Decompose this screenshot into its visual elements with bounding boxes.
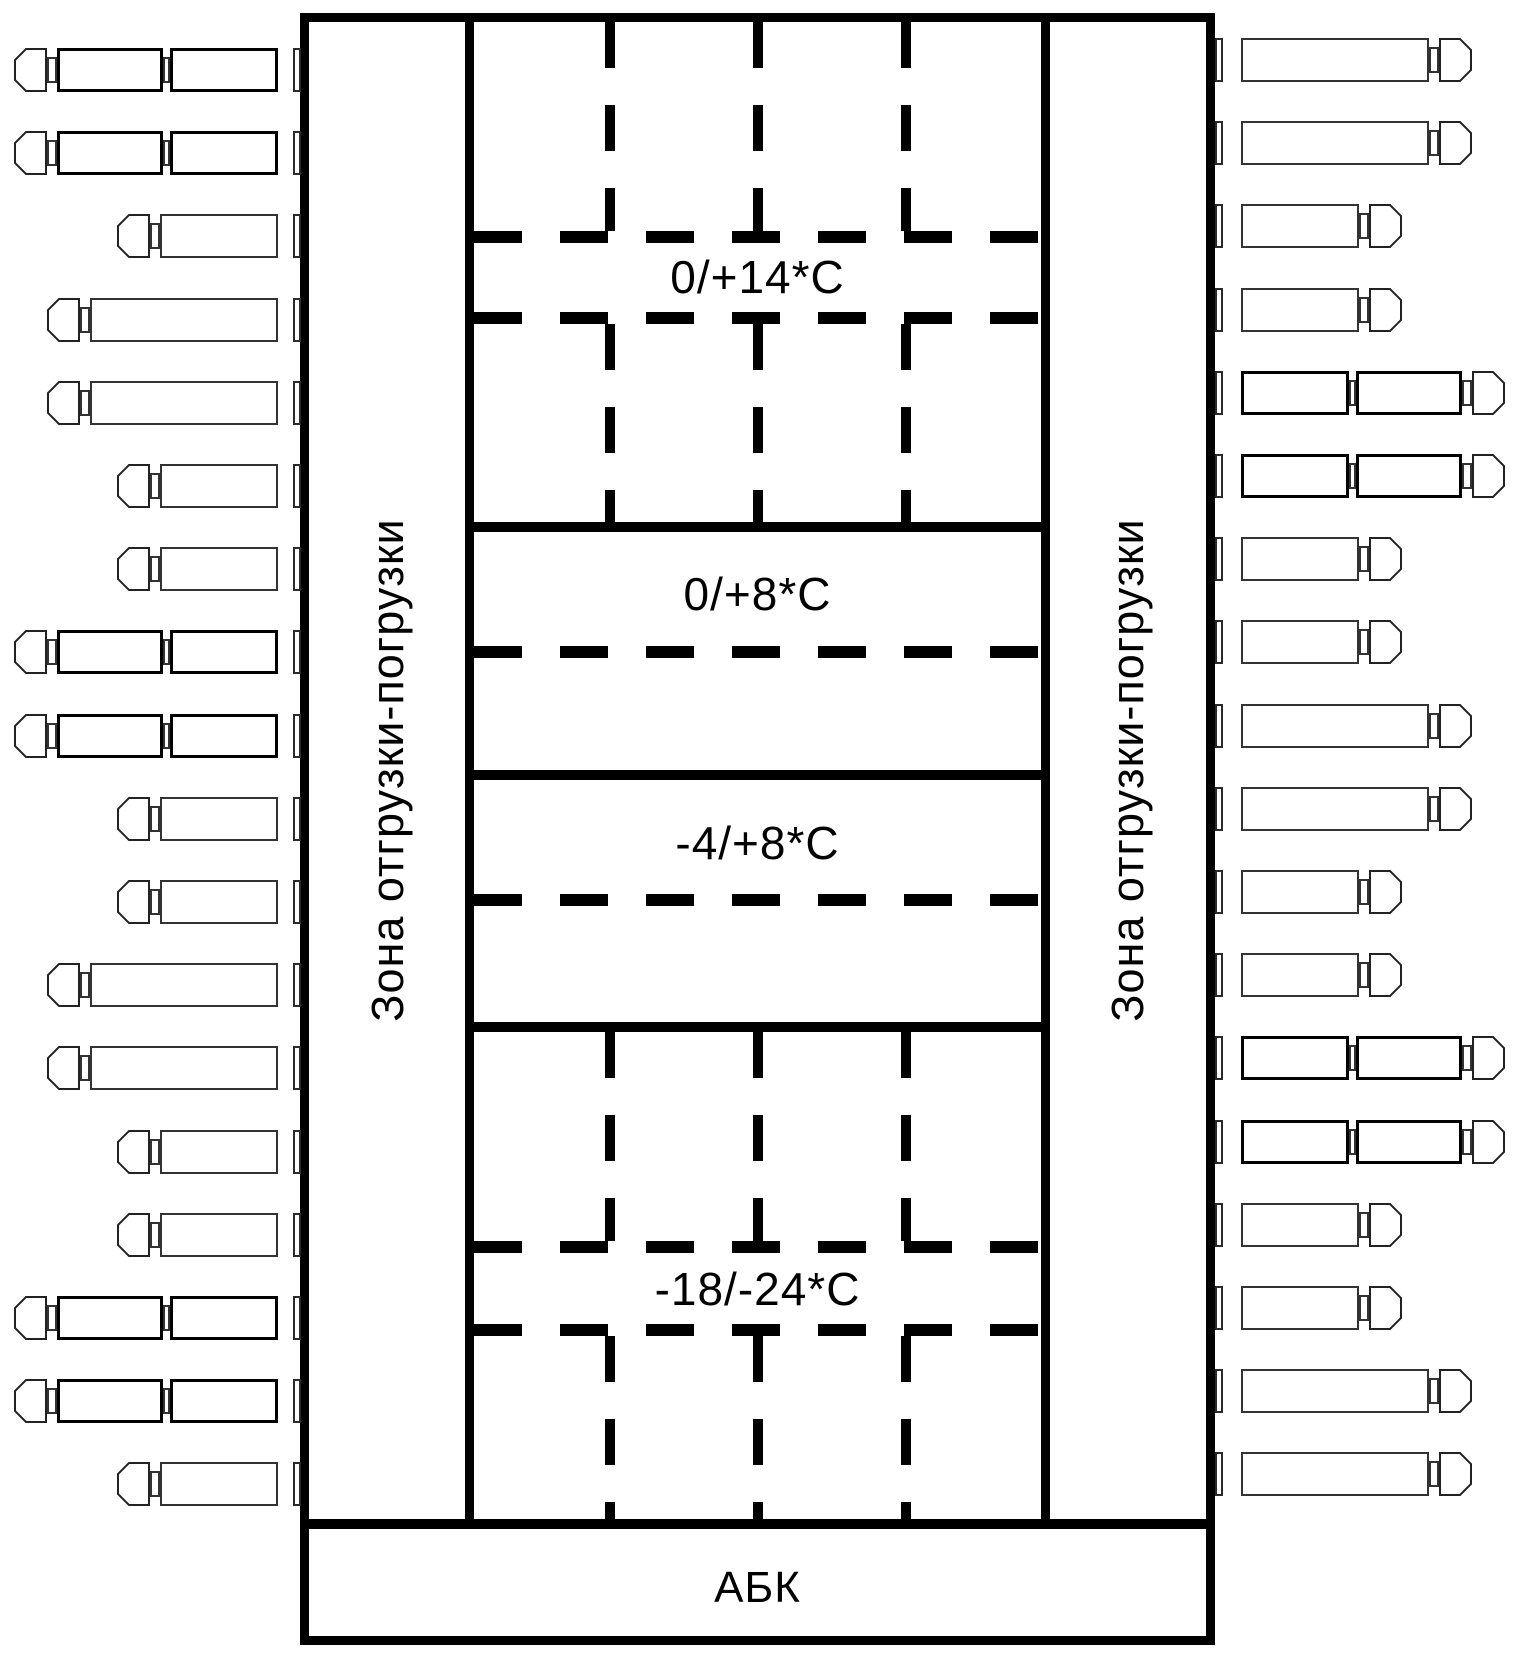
zone-4-temperature-label: -18/-24*C [654, 1263, 861, 1315]
dock-door [293, 1379, 301, 1423]
truck-coupling [150, 223, 160, 249]
truck-coupling [150, 473, 160, 499]
truck-coupling [163, 723, 170, 749]
truck-trailer [1241, 454, 1349, 498]
truck-cab-shape [1440, 788, 1471, 830]
dock-door [1215, 1452, 1223, 1496]
truck-trailer [57, 630, 163, 674]
truck-cab-shape [48, 964, 79, 1006]
truck-trailer [90, 381, 278, 425]
dock-door [1215, 1120, 1223, 1164]
zone-boundary-3-4 [465, 1022, 1050, 1032]
truck-trailer [1241, 704, 1429, 748]
truck-coupling [1429, 713, 1439, 739]
dock-door [293, 1296, 301, 1340]
truck-trailer [1241, 537, 1359, 581]
truck-coupling [1359, 546, 1369, 572]
truck-cab [14, 131, 47, 175]
truck-coupling [80, 390, 90, 416]
dock-door [1215, 1286, 1223, 1330]
partition-dashed-line [474, 312, 1041, 324]
truck-cab [117, 880, 150, 924]
dock-door [293, 880, 301, 924]
dock-door [1215, 620, 1223, 664]
truck-cab [117, 1130, 150, 1174]
truck-coupling [47, 1305, 57, 1331]
truck-trailer [160, 1213, 278, 1257]
truck-cab [1369, 537, 1402, 581]
truck-cab [1439, 1452, 1472, 1496]
dock-door [1215, 870, 1223, 914]
truck-trailer [160, 797, 278, 841]
truck-trailer [1241, 204, 1359, 248]
truck-trailer [1241, 870, 1359, 914]
truck-cab-shape [1440, 705, 1471, 747]
truck-trailer [57, 48, 163, 92]
truck-coupling [80, 1055, 90, 1081]
partition-dashed-line [753, 1336, 763, 1519]
right-loading-zone-label: Зона отгрузки-погрузки [1102, 518, 1153, 1022]
truck-cab [14, 1296, 47, 1340]
truck-coupling [80, 307, 90, 333]
truck-cab-shape [1370, 289, 1401, 331]
truck-coupling [47, 57, 57, 83]
truck-coupling [1429, 796, 1439, 822]
truck-trailer [1356, 1120, 1462, 1164]
truck-cab-shape [1440, 1370, 1471, 1412]
truck-coupling [1359, 1212, 1369, 1238]
dock-door [293, 547, 301, 591]
dock-door [293, 131, 301, 175]
partition-dashed-line [474, 894, 1041, 906]
truck-coupling [150, 889, 160, 915]
truck-cab-shape [1473, 372, 1504, 414]
truck-cab-shape [118, 1131, 149, 1173]
truck-cab-shape [118, 1214, 149, 1256]
truck-trailer [1241, 288, 1359, 332]
truck-trailer [170, 1379, 278, 1423]
truck-trailer [57, 1296, 163, 1340]
truck-trailer [160, 547, 278, 591]
truck-cab [1472, 454, 1505, 498]
zone-2-temperature-label: 0/+8*C [683, 568, 832, 620]
partition-dashed-line [901, 324, 911, 522]
truck-cab-shape [1440, 1453, 1471, 1495]
truck-cab [14, 714, 47, 758]
truck-coupling [1349, 463, 1356, 489]
truck-cab-shape [15, 49, 46, 91]
truck-cab-shape [118, 798, 149, 840]
truck-cab [1369, 870, 1402, 914]
partition-dashed-line [753, 324, 763, 522]
truck-coupling [47, 140, 57, 166]
truck-coupling [47, 1388, 57, 1414]
truck-trailer [1241, 1120, 1349, 1164]
zone-3-temperature-label: -4/+8*C [675, 817, 840, 869]
truck-trailer [57, 131, 163, 175]
truck-coupling [163, 140, 170, 166]
truck-cab-shape [1473, 1121, 1504, 1163]
truck-cab [47, 298, 80, 342]
dock-door [293, 1046, 301, 1090]
truck-cab-shape [1370, 1287, 1401, 1329]
abk-label: АБК [714, 1563, 801, 1612]
partition-dashed-line [901, 1032, 911, 1241]
truck-cab-shape [15, 132, 46, 174]
truck-coupling [150, 1222, 160, 1248]
truck-cab [1439, 38, 1472, 82]
partition-dashed-line [474, 1241, 1041, 1253]
dock-door [1215, 953, 1223, 997]
partition-dashed-line [901, 22, 911, 231]
zone-boundary-2-3 [465, 770, 1050, 780]
truck-trailer [160, 1130, 278, 1174]
dock-door [293, 1213, 301, 1257]
truck-trailer [1356, 454, 1462, 498]
truck-cab [1439, 787, 1472, 831]
dock-door [293, 298, 301, 342]
dock-door [293, 464, 301, 508]
truck-cab [1472, 1036, 1505, 1080]
dock-door [1215, 787, 1223, 831]
dock-door [1215, 121, 1223, 165]
partition-dashed-line [901, 1336, 911, 1519]
dock-door [1215, 537, 1223, 581]
partition-dashed-line [474, 231, 1041, 243]
partition-dashed-line [605, 22, 615, 231]
truck-trailer [90, 298, 278, 342]
truck-cab [1472, 1120, 1505, 1164]
partition-dashed-line [753, 1032, 763, 1241]
truck-trailer [170, 630, 278, 674]
truck-coupling [1359, 297, 1369, 323]
dock-door [293, 381, 301, 425]
truck-cab-shape [1370, 621, 1401, 663]
truck-trailer [160, 214, 278, 258]
truck-trailer [57, 714, 163, 758]
truck-cab [117, 214, 150, 258]
truck-cab-shape [1370, 954, 1401, 996]
truck-cab-shape [48, 299, 79, 341]
truck-cab [1472, 371, 1505, 415]
truck-trailer [1241, 1452, 1429, 1496]
truck-cab [47, 381, 80, 425]
truck-coupling [163, 57, 170, 83]
truck-cab [1369, 204, 1402, 248]
truck-cab [1369, 1286, 1402, 1330]
truck-cab-shape [1370, 538, 1401, 580]
truck-trailer [1241, 121, 1429, 165]
truck-cab-shape [1370, 1204, 1401, 1246]
truck-coupling [150, 1139, 160, 1165]
truck-trailer [1241, 371, 1349, 415]
dock-door [1215, 371, 1223, 415]
truck-cab-shape [15, 1380, 46, 1422]
dock-door [1215, 704, 1223, 748]
truck-cab-shape [1370, 205, 1401, 247]
truck-coupling [1462, 463, 1472, 489]
truck-coupling [1359, 629, 1369, 655]
truck-coupling [1429, 130, 1439, 156]
truck-coupling [1349, 1045, 1356, 1071]
truck-cab-shape [1440, 39, 1471, 81]
abk-boundary [300, 1519, 1215, 1529]
truck-trailer [170, 1296, 278, 1340]
truck-coupling [1359, 879, 1369, 905]
truck-cab [117, 547, 150, 591]
truck-coupling [1359, 213, 1369, 239]
truck-cab [117, 797, 150, 841]
truck-coupling [1429, 1378, 1439, 1404]
truck-trailer [1241, 787, 1429, 831]
truck-coupling [1359, 962, 1369, 988]
truck-coupling [1462, 1129, 1472, 1155]
truck-cab-shape [1440, 122, 1471, 164]
truck-cab [117, 464, 150, 508]
truck-trailer [1241, 1203, 1359, 1247]
truck-coupling [1349, 1129, 1356, 1155]
truck-trailer [57, 1379, 163, 1423]
truck-cab [14, 1379, 47, 1423]
truck-cab-shape [1473, 1037, 1504, 1079]
truck-trailer [1241, 953, 1359, 997]
truck-cab [1439, 121, 1472, 165]
truck-cab-shape [15, 1297, 46, 1339]
truck-coupling [1359, 1295, 1369, 1321]
truck-coupling [163, 639, 170, 665]
dock-door [1215, 288, 1223, 332]
dock-door [293, 214, 301, 258]
truck-coupling [150, 556, 160, 582]
partition-dashed-line [605, 1032, 615, 1241]
truck-cab [47, 963, 80, 1007]
truck-cab [1439, 1369, 1472, 1413]
truck-cab [1439, 704, 1472, 748]
truck-trailer [170, 131, 278, 175]
truck-trailer [170, 714, 278, 758]
truck-cab-shape [1370, 871, 1401, 913]
truck-cab-shape [48, 1047, 79, 1089]
truck-trailer [160, 464, 278, 508]
dock-door [293, 630, 301, 674]
truck-cab-shape [48, 382, 79, 424]
truck-cab-shape [118, 548, 149, 590]
truck-trailer [1241, 38, 1429, 82]
truck-cab [1369, 288, 1402, 332]
truck-cab [1369, 953, 1402, 997]
truck-coupling [47, 639, 57, 665]
dock-door [1215, 1369, 1223, 1413]
truck-coupling [1429, 47, 1439, 73]
truck-trailer [1241, 1369, 1429, 1413]
truck-coupling [150, 806, 160, 832]
truck-coupling [80, 972, 90, 998]
truck-cab [14, 630, 47, 674]
truck-cab [14, 48, 47, 92]
truck-cab [117, 1462, 150, 1506]
truck-trailer [1241, 1036, 1349, 1080]
partition-dashed-line [474, 1324, 1041, 1336]
truck-trailer [1356, 1036, 1462, 1080]
truck-coupling [47, 723, 57, 749]
truck-coupling [1429, 1461, 1439, 1487]
truck-cab [1369, 1203, 1402, 1247]
partition-dashed-line [753, 22, 763, 231]
partition-dashed-line [605, 324, 615, 522]
truck-trailer [90, 963, 278, 1007]
truck-cab-shape [118, 881, 149, 923]
dock-door [1215, 454, 1223, 498]
truck-trailer [170, 48, 278, 92]
truck-cab-shape [15, 631, 46, 673]
dock-door [293, 797, 301, 841]
truck-cab-shape [1473, 455, 1504, 497]
dock-door [293, 714, 301, 758]
truck-coupling [150, 1471, 160, 1497]
truck-cab-shape [118, 215, 149, 257]
truck-coupling [1462, 1045, 1472, 1071]
partition-dashed-line [605, 1336, 615, 1519]
truck-cab [1369, 620, 1402, 664]
dock-door [293, 1130, 301, 1174]
dock-door [1215, 204, 1223, 248]
truck-coupling [1349, 380, 1356, 406]
truck-coupling [1462, 380, 1472, 406]
dock-door [1215, 1036, 1223, 1080]
truck-trailer [160, 1462, 278, 1506]
truck-cab [47, 1046, 80, 1090]
truck-cab-shape [118, 1463, 149, 1505]
zone-1-temperature-label: 0/+14*C [670, 251, 845, 303]
dock-door [293, 48, 301, 92]
dock-door [1215, 1203, 1223, 1247]
truck-coupling [163, 1305, 170, 1331]
truck-coupling [163, 1388, 170, 1414]
partition-dashed-line [474, 646, 1041, 658]
zone-boundary-1-2 [465, 522, 1050, 532]
truck-cab [117, 1213, 150, 1257]
truck-trailer [160, 880, 278, 924]
truck-trailer [1241, 620, 1359, 664]
dock-door [293, 963, 301, 1007]
truck-cab-shape [15, 715, 46, 757]
dock-door [1215, 38, 1223, 82]
truck-trailer [1241, 1286, 1359, 1330]
truck-trailer [90, 1046, 278, 1090]
dock-door [293, 1462, 301, 1506]
truck-trailer [1356, 371, 1462, 415]
truck-cab-shape [118, 465, 149, 507]
left-loading-zone-label: Зона отгрузки-погрузки [362, 518, 413, 1022]
